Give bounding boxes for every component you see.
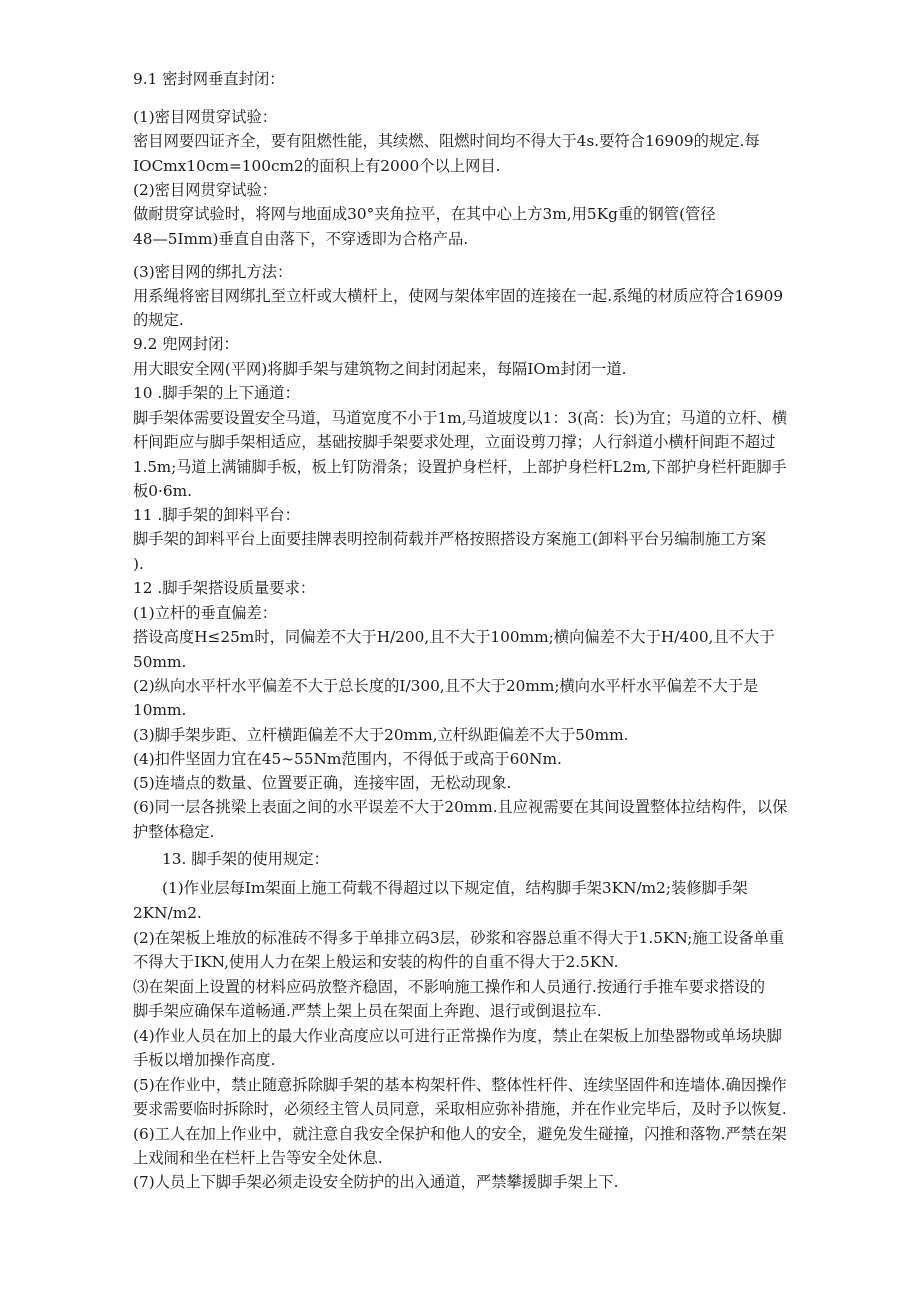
text-line: (4)作业人员在加上的最大作业高度应以可进行正常操作为度，禁止在架板上加垫器物或单场块脚 [133,1027,782,1045]
subheading: (1)立杆的垂直偏差： [133,604,278,622]
text-line: (2)在架板上堆放的标准砖不得多于单排立码3层，砂浆和容器总重不得大于1.5KN;施工设备单重 [133,929,785,947]
text-line: 杆间距应与脚手架相适应，基础按脚手架要求处理，立面设剪刀撑；人行斜道小横杆间距不超过 [133,433,776,451]
section-heading-12: 12 .脚手架搭设质量要求： [133,579,316,597]
text-line: 要求需要临时拆除时，必须经主管人员同意，采取相应弥补措施，并在作业完毕后，及时予以恢复. [133,1100,787,1118]
text-line: (3)脚手架步距、立杆横距偏差不大于20mm,立杆纵距偏差不大于50mm. [133,726,629,744]
section-heading-10: 10 .脚手架的上下通道： [133,384,300,402]
text-line: 50mm. [133,653,187,671]
section-heading-9-1: 9.1 密封网垂直封闭： [133,70,285,88]
section-heading-9-2: 9.2 兜网封闭： [133,335,239,353]
text-line: (2)纵向水平杆水平偏差不大于总长度的I/300,且不大于20mm;横向水平杆水平偏差不大于是 [133,677,759,695]
text-line: 搭设高度H≤25m时，同偏差不大于H/200,且不大于100mm;横向偏差不大于H/400,且不大于 [133,628,775,646]
text-line: 密目网要四证齐全，要有阻燃性能，其续燃、阻燃时间均不得大于4s.要符合16909的规定.每 [133,132,760,150]
text-line: 上戏闹和坐在栏杆上告等安全处休息. [133,1149,383,1167]
text-line: (4)扣件坚固力宜在45~55Nm范围内，不得低于或高于60Nm. [133,750,562,768]
text-line: 脚手架体需要设置安全马道，马道宽度不小于1m,马道坡度以1：3(高：长)为宜；马道的立杆、横 [133,409,788,427]
text-line: 不得大于IKN,使用人力在架上般运和安装的构件的自重不得大于2.5KN. [133,953,619,971]
text-line: 护整体稳定. [133,823,215,841]
text-line: 脚手架的卸料平台上面要挂牌表明控制荷载并严格按照搭设方案施工(卸料平台另编制施工方案 [133,530,767,548]
text-line: 脚手架应确保车道畅通.严禁上架上员在架面上奔跑、退行或倒退拉车. [133,1002,602,1020]
text-line: 用系绳将密目网绑扎至立杆或大横杆上，使网与架体牢固的连接在一起.系绳的材质应符合16909 [133,287,784,305]
text-line: IOCmx10cm=100cm2的面积上有2000个以上网目. [133,157,501,175]
text-line: 48—5Imm)垂直自由落下，不穿透即为合格产品. [133,230,469,248]
text-line: (5)连墙点的数量、位置要正确，连接牢固，无松动现象. [133,774,512,792]
subheading: (1)密目网贯穿试验： [133,108,278,126]
text-line: 手板以增加操作高度. [133,1051,276,1069]
text-line: 1.5m;马道上满铺脚手板，板上钉防滑条；设置护身栏杆，上部护身栏杆L2m,下部护身栏杆距脚手 [133,458,787,476]
text-line: (5)在作业中，禁止随意拆除脚手架的基本构架杆件、整体性杆件、连续坚固件和连墙体.确因操作 [133,1076,787,1094]
text-line: 板0·6m. [133,482,192,500]
subheading: (2)密目网贯穿试验： [133,181,278,199]
text-line: 10mm. [133,701,187,719]
section-heading-13: 13. 脚手架的使用规定： [162,850,329,868]
subheading: (3)密目网的绑扎方法： [133,263,293,281]
text-line: ). [133,555,144,573]
text-line: 用大眼安全网(平网)将脚手架与建筑物之间封闭起来，每隔IOm封闭一道. [133,360,627,378]
text-line: ⑶在架面上设置的材料应码放整齐稳固，不影响施工操作和人员通行.按通行手推车要求搭设的 [133,978,766,996]
text-line: (6)同一层各挑梁上表面之间的水平误差不大于20mm.且应视需要在其间设置整体拉结构件，以保 [133,798,788,816]
section-heading-11: 11 .脚手架的卸料平台： [133,506,300,524]
text-line: 做耐贯穿试验时，将网与地面成30°夹角拉平，在其中心上方3m,用5Kg重的钢管(管径 [133,205,716,223]
text-line: (1)作业层每Im架面上施工荷载不得超过以下规定值，结构脚手架3KN∕m2;装修脚手架 [162,879,748,897]
text-line: 2KN∕m2. [133,904,202,922]
text-line: (6)工人在加上作业中，就注意自我安全保护和他人的安全，避免发生碰撞，闪推和落物.严禁在架 [133,1125,787,1143]
text-line: 的规定. [133,311,184,329]
text-line: (7)人员上下脚手架必须走设安全防护的出入通道，严禁攀援脚手架上下. [133,1173,619,1191]
